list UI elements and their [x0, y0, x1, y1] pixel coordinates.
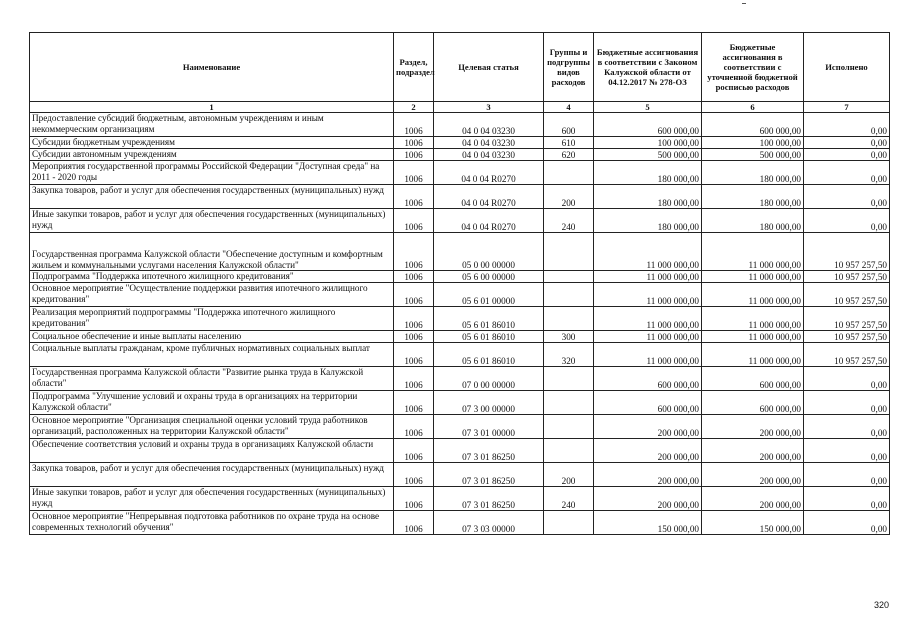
row-budget-refined-cell: 11 000 000,00 — [702, 233, 804, 271]
row-name-cell: Основное мероприятие "Осуществление поддержки развития ипотечного жилищного кредитования" — [30, 283, 394, 307]
row-section-cell: 1006 — [394, 233, 434, 271]
row-section-cell: 1006 — [394, 137, 434, 149]
table-row — [30, 439, 890, 463]
row-budget-refined-cell: 11 000 000,00 — [702, 343, 804, 367]
row-executed-cell: 0,00 — [804, 161, 890, 185]
row-executed-cell: 0,00 — [804, 113, 890, 137]
row-budget-law-cell: 11 000 000,00 — [594, 343, 702, 367]
row-budget-refined-cell: 11 000 000,00 — [702, 271, 804, 283]
table-row — [30, 209, 890, 233]
row-group-cell: 320 — [544, 343, 594, 367]
table-row — [30, 161, 890, 185]
row-budget-law-cell: 180 000,00 — [594, 209, 702, 233]
row-executed-cell: 0,00 — [804, 511, 890, 535]
row-group-cell: 620 — [544, 149, 594, 161]
row-section-cell: 1006 — [394, 307, 434, 331]
column-number: 1 — [30, 102, 394, 113]
row-group-cell: 600 — [544, 113, 594, 137]
row-section-cell: 1006 — [394, 185, 434, 209]
header-executed: Исполнено — [804, 33, 890, 102]
row-executed-cell: 0,00 — [804, 463, 890, 487]
row-target-cell: 05 6 01 86010 — [434, 331, 544, 343]
row-executed-cell: 0,00 — [804, 149, 890, 161]
row-group-cell: 200 — [544, 185, 594, 209]
row-budget-refined-cell: 200 000,00 — [702, 463, 804, 487]
header-budget-law: Бюджетные ассигнования в соответствии с Законом Калужской области от 04.12.2017 № 278-ОЗ — [594, 33, 702, 102]
row-target-cell: 07 3 03 00000 — [434, 511, 544, 535]
column-number: 7 — [804, 102, 890, 113]
row-group-cell — [544, 391, 594, 415]
row-section-cell: 1006 — [394, 271, 434, 283]
row-section-cell: 1006 — [394, 343, 434, 367]
row-executed-cell: 0,00 — [804, 415, 890, 439]
row-name-cell: Закупка товаров, работ и услуг для обеспечения государственных (муниципальных) нужд — [30, 185, 394, 209]
row-budget-refined-cell: 600 000,00 — [702, 367, 804, 391]
row-group-cell — [544, 283, 594, 307]
column-number-row — [30, 102, 890, 113]
row-group-cell: 610 — [544, 137, 594, 149]
row-budget-law-cell: 600 000,00 — [594, 391, 702, 415]
table-row — [30, 391, 890, 415]
row-budget-law-cell: 100 000,00 — [594, 137, 702, 149]
table-row — [30, 331, 890, 343]
row-target-cell: 04 0 04 03230 — [434, 113, 544, 137]
row-budget-law-cell: 200 000,00 — [594, 463, 702, 487]
row-section-cell: 1006 — [394, 391, 434, 415]
row-budget-refined-cell: 200 000,00 — [702, 439, 804, 463]
row-budget-refined-cell: 180 000,00 — [702, 209, 804, 233]
column-number: 5 — [594, 102, 702, 113]
table-row — [30, 343, 890, 367]
row-target-cell: 07 0 00 00000 — [434, 367, 544, 391]
row-budget-law-cell: 180 000,00 — [594, 161, 702, 185]
row-budget-refined-cell: 180 000,00 — [702, 185, 804, 209]
row-section-cell: 1006 — [394, 511, 434, 535]
row-name-cell: Социальное обеспечение и иные выплаты населению — [30, 331, 394, 343]
row-budget-law-cell: 200 000,00 — [594, 415, 702, 439]
row-section-cell: 1006 — [394, 149, 434, 161]
row-section-cell: 1006 — [394, 367, 434, 391]
row-target-cell: 05 6 01 86010 — [434, 343, 544, 367]
row-budget-refined-cell: 11 000 000,00 — [702, 331, 804, 343]
row-target-cell: 07 3 01 00000 — [434, 415, 544, 439]
row-group-cell — [544, 439, 594, 463]
row-name-cell: Государственная программа Калужской области "Обеспечение доступным и комфортным жильем и коммунальными услугами населения Калужской области" — [30, 233, 394, 271]
row-executed-cell: 10 957 257,50 — [804, 307, 890, 331]
row-budget-law-cell: 600 000,00 — [594, 367, 702, 391]
row-target-cell: 07 3 01 86250 — [434, 487, 544, 511]
row-target-cell: 04 0 04 R0270 — [434, 209, 544, 233]
table-row — [30, 463, 890, 487]
table-row — [30, 185, 890, 209]
row-executed-cell: 0,00 — [804, 137, 890, 149]
row-executed-cell: 10 957 257,50 — [804, 331, 890, 343]
row-name-cell: Основное мероприятие "Непрерывная подготовка работников по охране труда на основе современных технологий обучения" — [30, 511, 394, 535]
row-name-cell: Основное мероприятие "Организация специальной оценки условий труда работников организаций, расположенных на территории Калужской области" — [30, 415, 394, 439]
table-row — [30, 367, 890, 391]
row-target-cell: 07 3 01 86250 — [434, 463, 544, 487]
row-target-cell: 07 3 01 86250 — [434, 439, 544, 463]
table-row — [30, 233, 890, 271]
row-executed-cell: 10 957 257,50 — [804, 233, 890, 271]
row-section-cell: 1006 — [394, 209, 434, 233]
row-target-cell: 04 0 04 R0270 — [434, 161, 544, 185]
row-name-cell: Иные закупки товаров, работ и услуг для обеспечения государственных (муниципальных) нужд — [30, 487, 394, 511]
row-group-cell — [544, 271, 594, 283]
row-budget-law-cell: 600 000,00 — [594, 113, 702, 137]
row-target-cell: 07 3 00 00000 — [434, 391, 544, 415]
row-section-cell: 1006 — [394, 283, 434, 307]
row-target-cell: 04 0 04 R0270 — [434, 185, 544, 209]
row-section-cell: 1006 — [394, 487, 434, 511]
row-budget-refined-cell: 500 000,00 — [702, 149, 804, 161]
budget-execution-table — [29, 32, 890, 535]
column-number: 4 — [544, 102, 594, 113]
row-section-cell: 1006 — [394, 439, 434, 463]
row-section-cell: 1006 — [394, 463, 434, 487]
row-name-cell: Субсидии автономным учреждениям — [30, 149, 394, 161]
row-executed-cell: 0,00 — [804, 367, 890, 391]
row-target-cell: 05 6 00 00000 — [434, 271, 544, 283]
table-row — [30, 137, 890, 149]
row-target-cell: 04 0 04 03230 — [434, 137, 544, 149]
row-budget-law-cell: 150 000,00 — [594, 511, 702, 535]
table-header-row — [30, 33, 890, 102]
table-body — [30, 113, 890, 535]
row-budget-law-cell: 11 000 000,00 — [594, 233, 702, 271]
row-section-cell: 1006 — [394, 331, 434, 343]
table-row — [30, 307, 890, 331]
row-target-cell: 05 6 01 86010 — [434, 307, 544, 331]
row-budget-law-cell: 200 000,00 — [594, 487, 702, 511]
row-budget-refined-cell: 180 000,00 — [702, 161, 804, 185]
row-group-cell: 240 — [544, 487, 594, 511]
table-row — [30, 511, 890, 535]
row-name-cell: Государственная программа Калужской области "Развитие рынка труда в Калужской области" — [30, 367, 394, 391]
row-target-cell: 04 0 04 03230 — [434, 149, 544, 161]
row-group-cell — [544, 511, 594, 535]
row-group-cell — [544, 307, 594, 331]
row-name-cell: Обеспечение соответствия условий и охраны труда в организациях Калужской области — [30, 439, 394, 463]
row-name-cell: Иные закупки товаров, работ и услуг для обеспечения государственных (муниципальных) нужд — [30, 209, 394, 233]
row-executed-cell: 0,00 — [804, 391, 890, 415]
row-group-cell — [544, 367, 594, 391]
header-groups: Группы и подгруппы видов расходов — [544, 33, 594, 102]
row-budget-refined-cell: 150 000,00 — [702, 511, 804, 535]
row-executed-cell: 0,00 — [804, 209, 890, 233]
row-budget-refined-cell: 200 000,00 — [702, 487, 804, 511]
row-budget-refined-cell: 100 000,00 — [702, 137, 804, 149]
table-row — [30, 415, 890, 439]
row-budget-law-cell: 200 000,00 — [594, 439, 702, 463]
row-group-cell — [544, 415, 594, 439]
row-group-cell: 240 — [544, 209, 594, 233]
row-group-cell: 200 — [544, 463, 594, 487]
table-row — [30, 283, 890, 307]
row-group-cell — [544, 161, 594, 185]
row-budget-refined-cell: 600 000,00 — [702, 391, 804, 415]
column-number: 6 — [702, 102, 804, 113]
scan-speck — [742, 3, 746, 4]
row-section-cell: 1006 — [394, 415, 434, 439]
row-budget-refined-cell: 600 000,00 — [702, 113, 804, 137]
row-executed-cell: 0,00 — [804, 185, 890, 209]
table-row — [30, 149, 890, 161]
page-number: 320 — [873, 600, 889, 610]
row-name-cell: Социальные выплаты гражданам, кроме публичных нормативных социальных выплат — [30, 343, 394, 367]
row-executed-cell: 0,00 — [804, 487, 890, 511]
row-name-cell: Мероприятия государственной программы Российской Федерации "Доступная среда" на 2011 - 2020 годы — [30, 161, 394, 185]
column-number: 3 — [434, 102, 544, 113]
row-budget-law-cell: 11 000 000,00 — [594, 331, 702, 343]
row-name-cell: Реализация мероприятий подпрограммы "Поддержка ипотечного жилищного кредитования" — [30, 307, 394, 331]
row-budget-law-cell: 11 000 000,00 — [594, 307, 702, 331]
table-row — [30, 271, 890, 283]
row-target-cell: 05 0 00 00000 — [434, 233, 544, 271]
row-executed-cell: 10 957 257,50 — [804, 283, 890, 307]
row-executed-cell: 10 957 257,50 — [804, 343, 890, 367]
row-group-cell — [544, 233, 594, 271]
column-number: 2 — [394, 102, 434, 113]
row-name-cell: Субсидии бюджетным учреждениям — [30, 137, 394, 149]
row-budget-refined-cell: 11 000 000,00 — [702, 283, 804, 307]
row-target-cell: 05 6 01 00000 — [434, 283, 544, 307]
row-group-cell: 300 — [544, 331, 594, 343]
row-budget-refined-cell: 11 000 000,00 — [702, 307, 804, 331]
row-executed-cell: 0,00 — [804, 439, 890, 463]
row-budget-law-cell: 11 000 000,00 — [594, 271, 702, 283]
header-target: Целевая статья — [434, 33, 544, 102]
header-budget-refined: Бюджетные ассигнования в соответствии с уточненной бюджетной росписью расходов — [702, 33, 804, 102]
row-executed-cell: 10 957 257,50 — [804, 271, 890, 283]
row-name-cell: Предоставление субсидий бюджетным, автономным учреждениям и иным некоммерческим организациям — [30, 113, 394, 137]
row-budget-law-cell: 180 000,00 — [594, 185, 702, 209]
row-section-cell: 1006 — [394, 161, 434, 185]
table-row — [30, 487, 890, 511]
budget-table-sheet — [29, 32, 889, 535]
row-section-cell: 1006 — [394, 113, 434, 137]
row-budget-law-cell: 500 000,00 — [594, 149, 702, 161]
row-name-cell: Подпрограмма "Улучшение условий и охраны труда в организациях на территории Калужской области" — [30, 391, 394, 415]
table-row — [30, 113, 890, 137]
header-name: Наименование — [30, 33, 394, 102]
header-section: Раздел, подраздел — [394, 33, 434, 102]
row-name-cell: Закупка товаров, работ и услуг для обеспечения государственных (муниципальных) нужд — [30, 463, 394, 487]
row-budget-law-cell: 11 000 000,00 — [594, 283, 702, 307]
row-budget-refined-cell: 200 000,00 — [702, 415, 804, 439]
row-name-cell: Подпрограмма "Поддержка ипотечного жилищного кредитования" — [30, 271, 394, 283]
